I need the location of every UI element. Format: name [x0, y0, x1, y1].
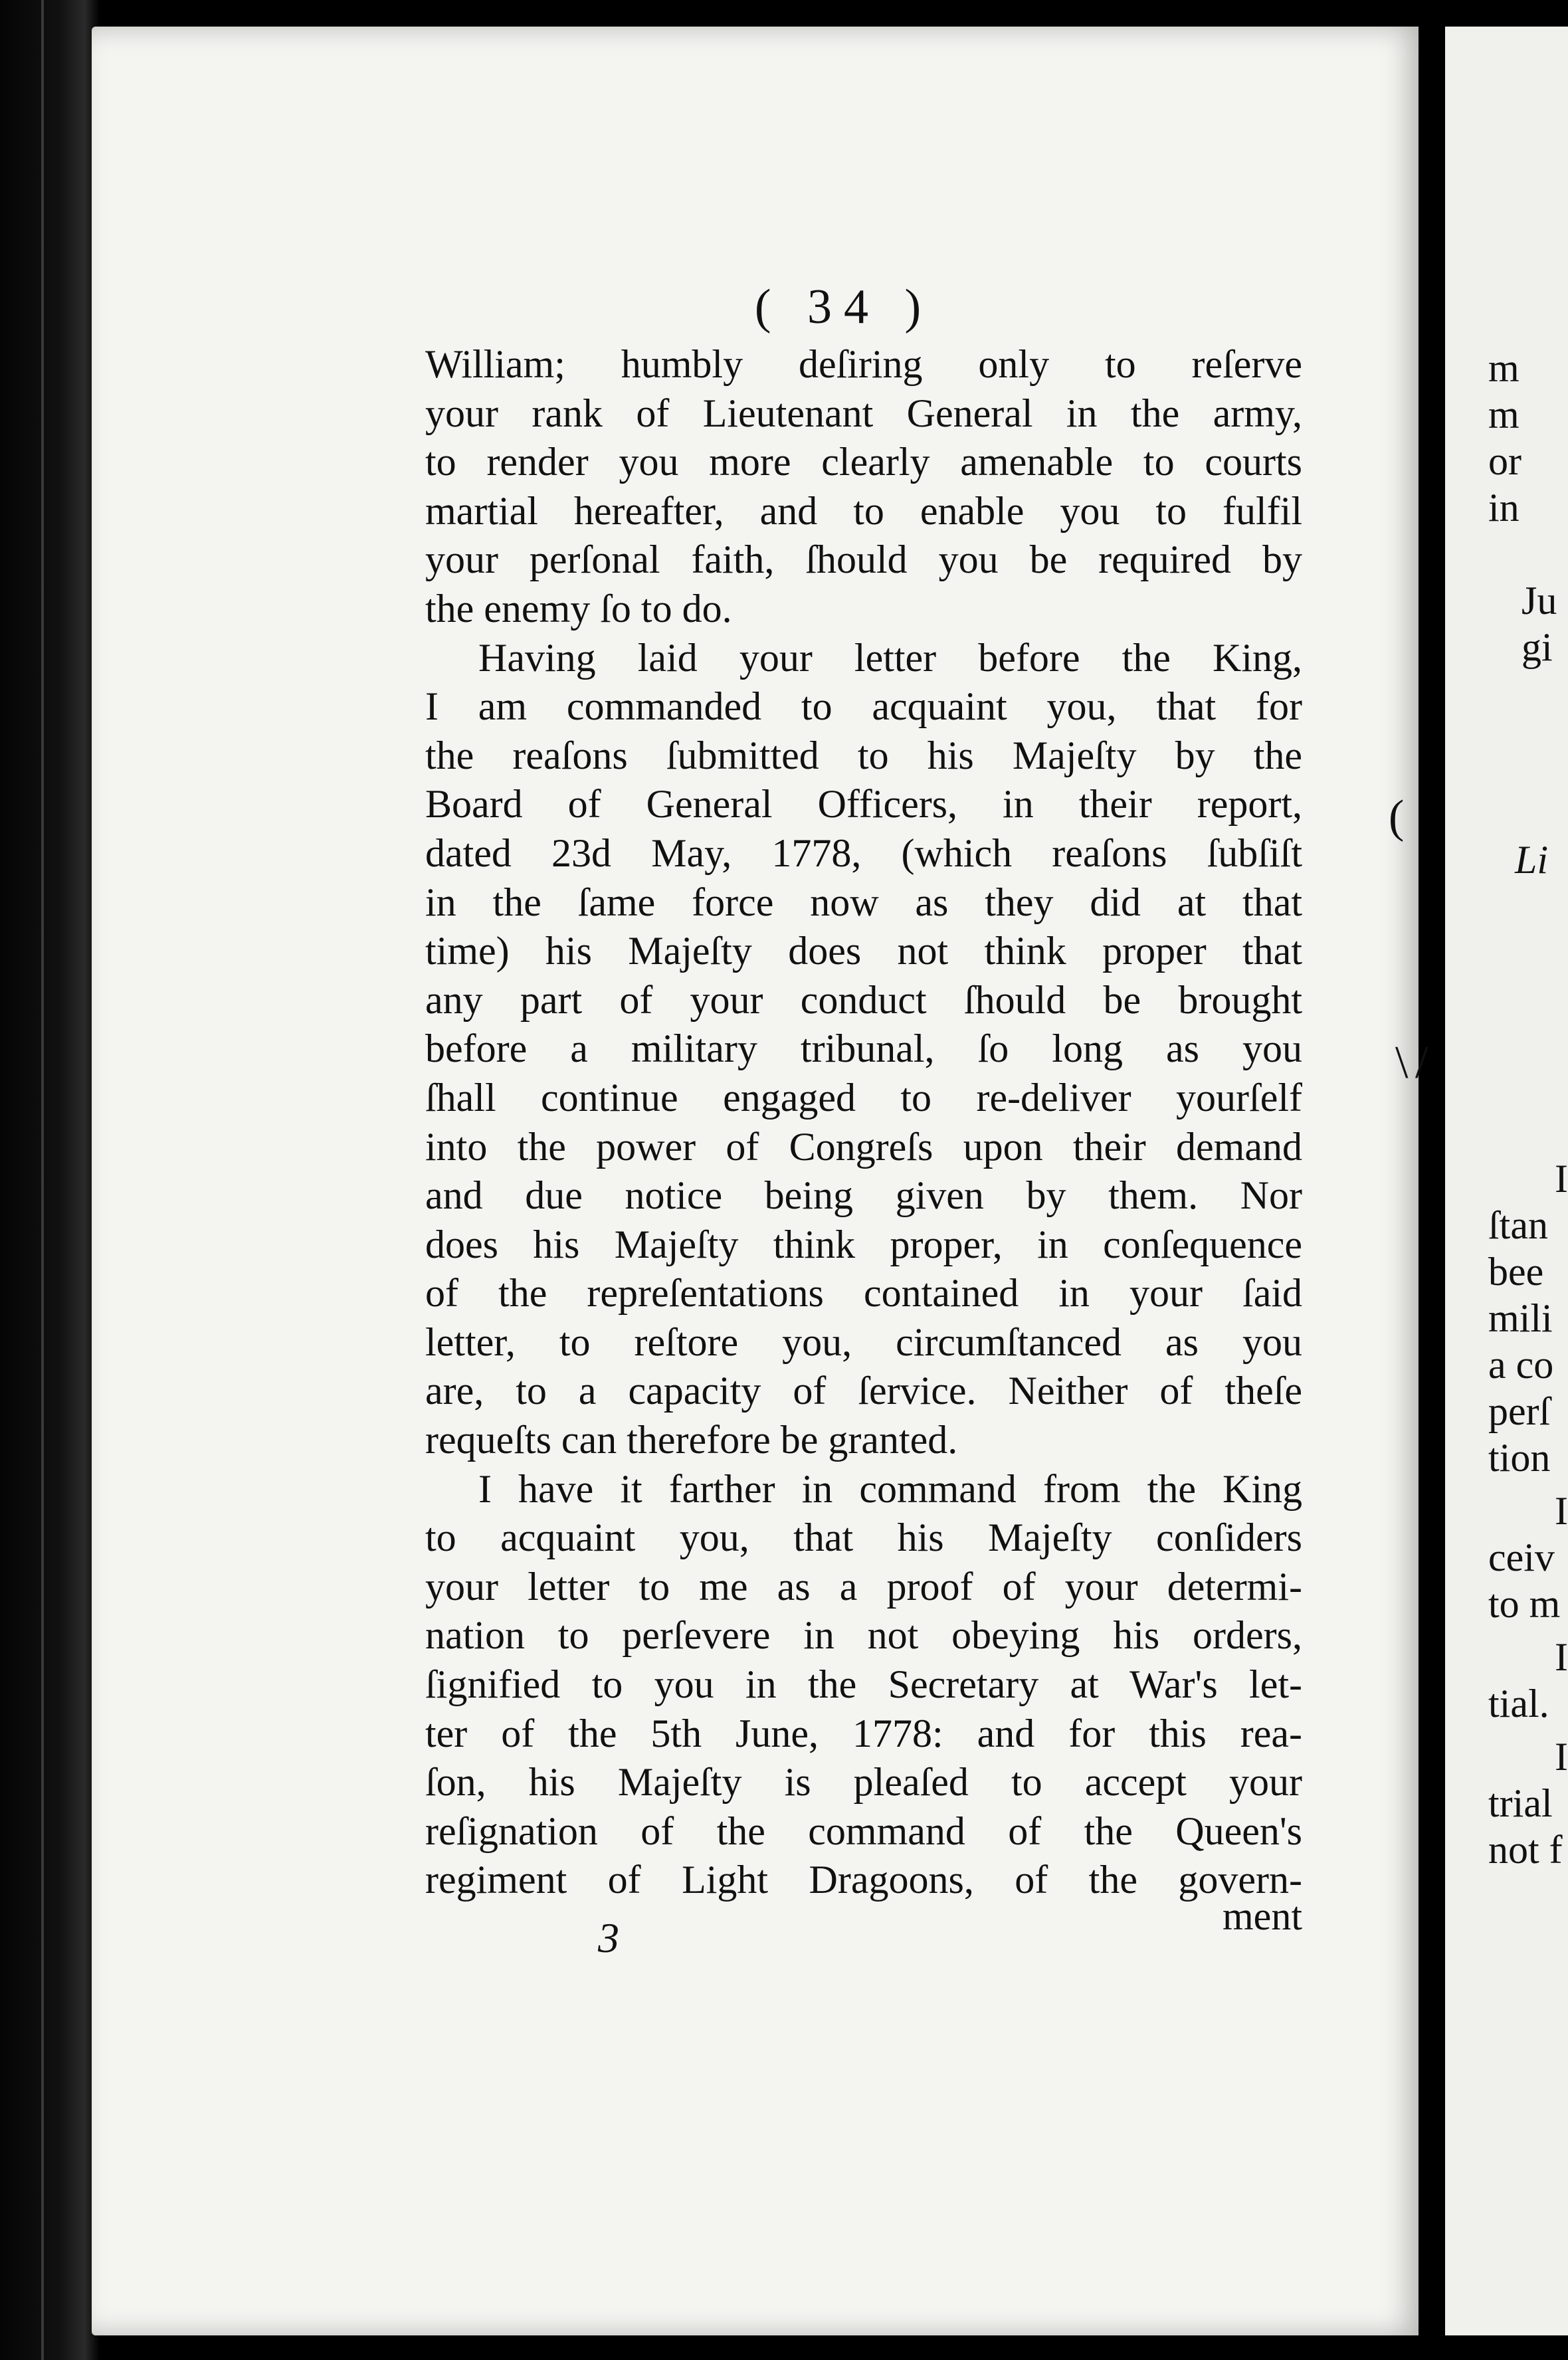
text-line: in the ſame force now as they did at that	[425, 880, 1302, 924]
text-line: Having laid your letter before the King,	[478, 635, 1302, 680]
text-line: ſhall continue engaged to re-deliver yourſelf	[425, 1075, 1302, 1120]
margin-mark: (	[1389, 791, 1405, 842]
right-page-fragment: trial	[1488, 1781, 1553, 1825]
text-line: regiment of Light Dragoons, of the govern-	[425, 1858, 1302, 1902]
right-page-fragment: m	[1488, 346, 1519, 390]
binding-line	[41, 0, 44, 2360]
text-line: martial hereafter, and to enable you to fulfil	[425, 488, 1302, 533]
book-spine	[1419, 0, 1445, 2360]
text-line: your letter to me as a proof of your determi-	[425, 1564, 1302, 1609]
right-page-fragment: in	[1488, 486, 1519, 530]
text-line: I am commanded to acquaint you, that for	[425, 684, 1302, 729]
text-line: your perſonal faith, ſhould you be required by	[425, 538, 1302, 582]
right-page-fragment: perſ	[1488, 1389, 1551, 1433]
text-line: dated 23d May, 1778, (which reaſons ſubſiſt	[425, 831, 1302, 875]
text-line: reſignation of the command of the Queen's	[425, 1809, 1302, 1853]
text-line: the enemy ſo to do.	[425, 586, 732, 631]
text-line: I have it farther in command from the King	[478, 1466, 1302, 1511]
margin-mark: /	[1415, 1037, 1428, 1088]
text-line: to acquaint you, that his Majeſty conſiders	[425, 1516, 1302, 1560]
text-line: to render you more clearly amenable to courts	[425, 440, 1302, 484]
text-line: letter, to reſtore you, circumſtanced as you	[425, 1320, 1302, 1364]
right-page-fragment: tial.	[1488, 1682, 1549, 1725]
right-page-fragment: I	[1555, 1157, 1568, 1201]
right-page-fragment: Ju	[1521, 579, 1557, 623]
catchword: ment	[1223, 1894, 1302, 1938]
text-line: are, to a capacity of ſervice. Neither of theſe	[425, 1369, 1302, 1413]
right-page-fragment: gi	[1521, 625, 1553, 669]
right-page-fragment: mili	[1488, 1296, 1553, 1340]
right-page-fragment: I	[1555, 1635, 1568, 1679]
text-line: the reaſons ſubmitted to his Majeſty by the	[425, 733, 1302, 777]
right-page-fragment: Li	[1515, 838, 1549, 882]
right-page-fragment: tion	[1488, 1436, 1551, 1480]
text-line: your rank of Lieutenant General in the army,	[425, 391, 1302, 435]
text-line: nation to perſevere in not obeying his orders,	[425, 1613, 1302, 1658]
text-line: before a military tribunal, ſo long as you	[425, 1027, 1302, 1071]
right-page-fragment: ſtan	[1488, 1203, 1548, 1247]
signature-mark: 3	[598, 1914, 619, 1961]
right-page-fragment: to m	[1488, 1582, 1561, 1626]
right-page-fragment: I	[1555, 1735, 1568, 1779]
right-page-fragment: I	[1555, 1489, 1568, 1533]
text-line: William; humbly deſiring only to reſerve	[425, 342, 1302, 386]
text-line: any part of your conduct ſhould be brought	[425, 977, 1302, 1022]
text-line: of the repreſentations contained in your ſaid	[425, 1271, 1302, 1316]
text-line: ſon, his Majeſty is pleaſed to accept your	[425, 1760, 1302, 1805]
text-line: ter of the 5th June, 1778: and for this rea-	[425, 1711, 1302, 1755]
page-body-text	[425, 340, 1302, 1905]
text-line: and due notice being given by them. Nor	[425, 1173, 1302, 1218]
text-line: does his Majeſty think proper, in conſequence	[425, 1222, 1302, 1266]
right-page-fragment: a co	[1488, 1343, 1554, 1387]
right-page-fragment: or	[1488, 439, 1521, 483]
page-number: ( 34 )	[754, 280, 933, 334]
text-line: time) his Majeſty does not think proper that	[425, 929, 1302, 973]
text-line: ſignified to you in the Secretary at War's let-	[425, 1662, 1302, 1707]
right-page-fragment: m	[1488, 393, 1519, 437]
right-page-fragment: not f	[1488, 1828, 1563, 1872]
text-line: requeſts can therefore be granted.	[425, 1418, 958, 1462]
right-page-fragment: bee	[1488, 1250, 1544, 1294]
book-gutter	[0, 0, 100, 2360]
margin-mark: \	[1395, 1037, 1409, 1088]
right-page-fragment: ceiv	[1488, 1535, 1555, 1579]
text-line: into the power of Congreſs upon their demand	[425, 1124, 1302, 1169]
text-line: Board of General Officers, in their report,	[425, 782, 1302, 827]
